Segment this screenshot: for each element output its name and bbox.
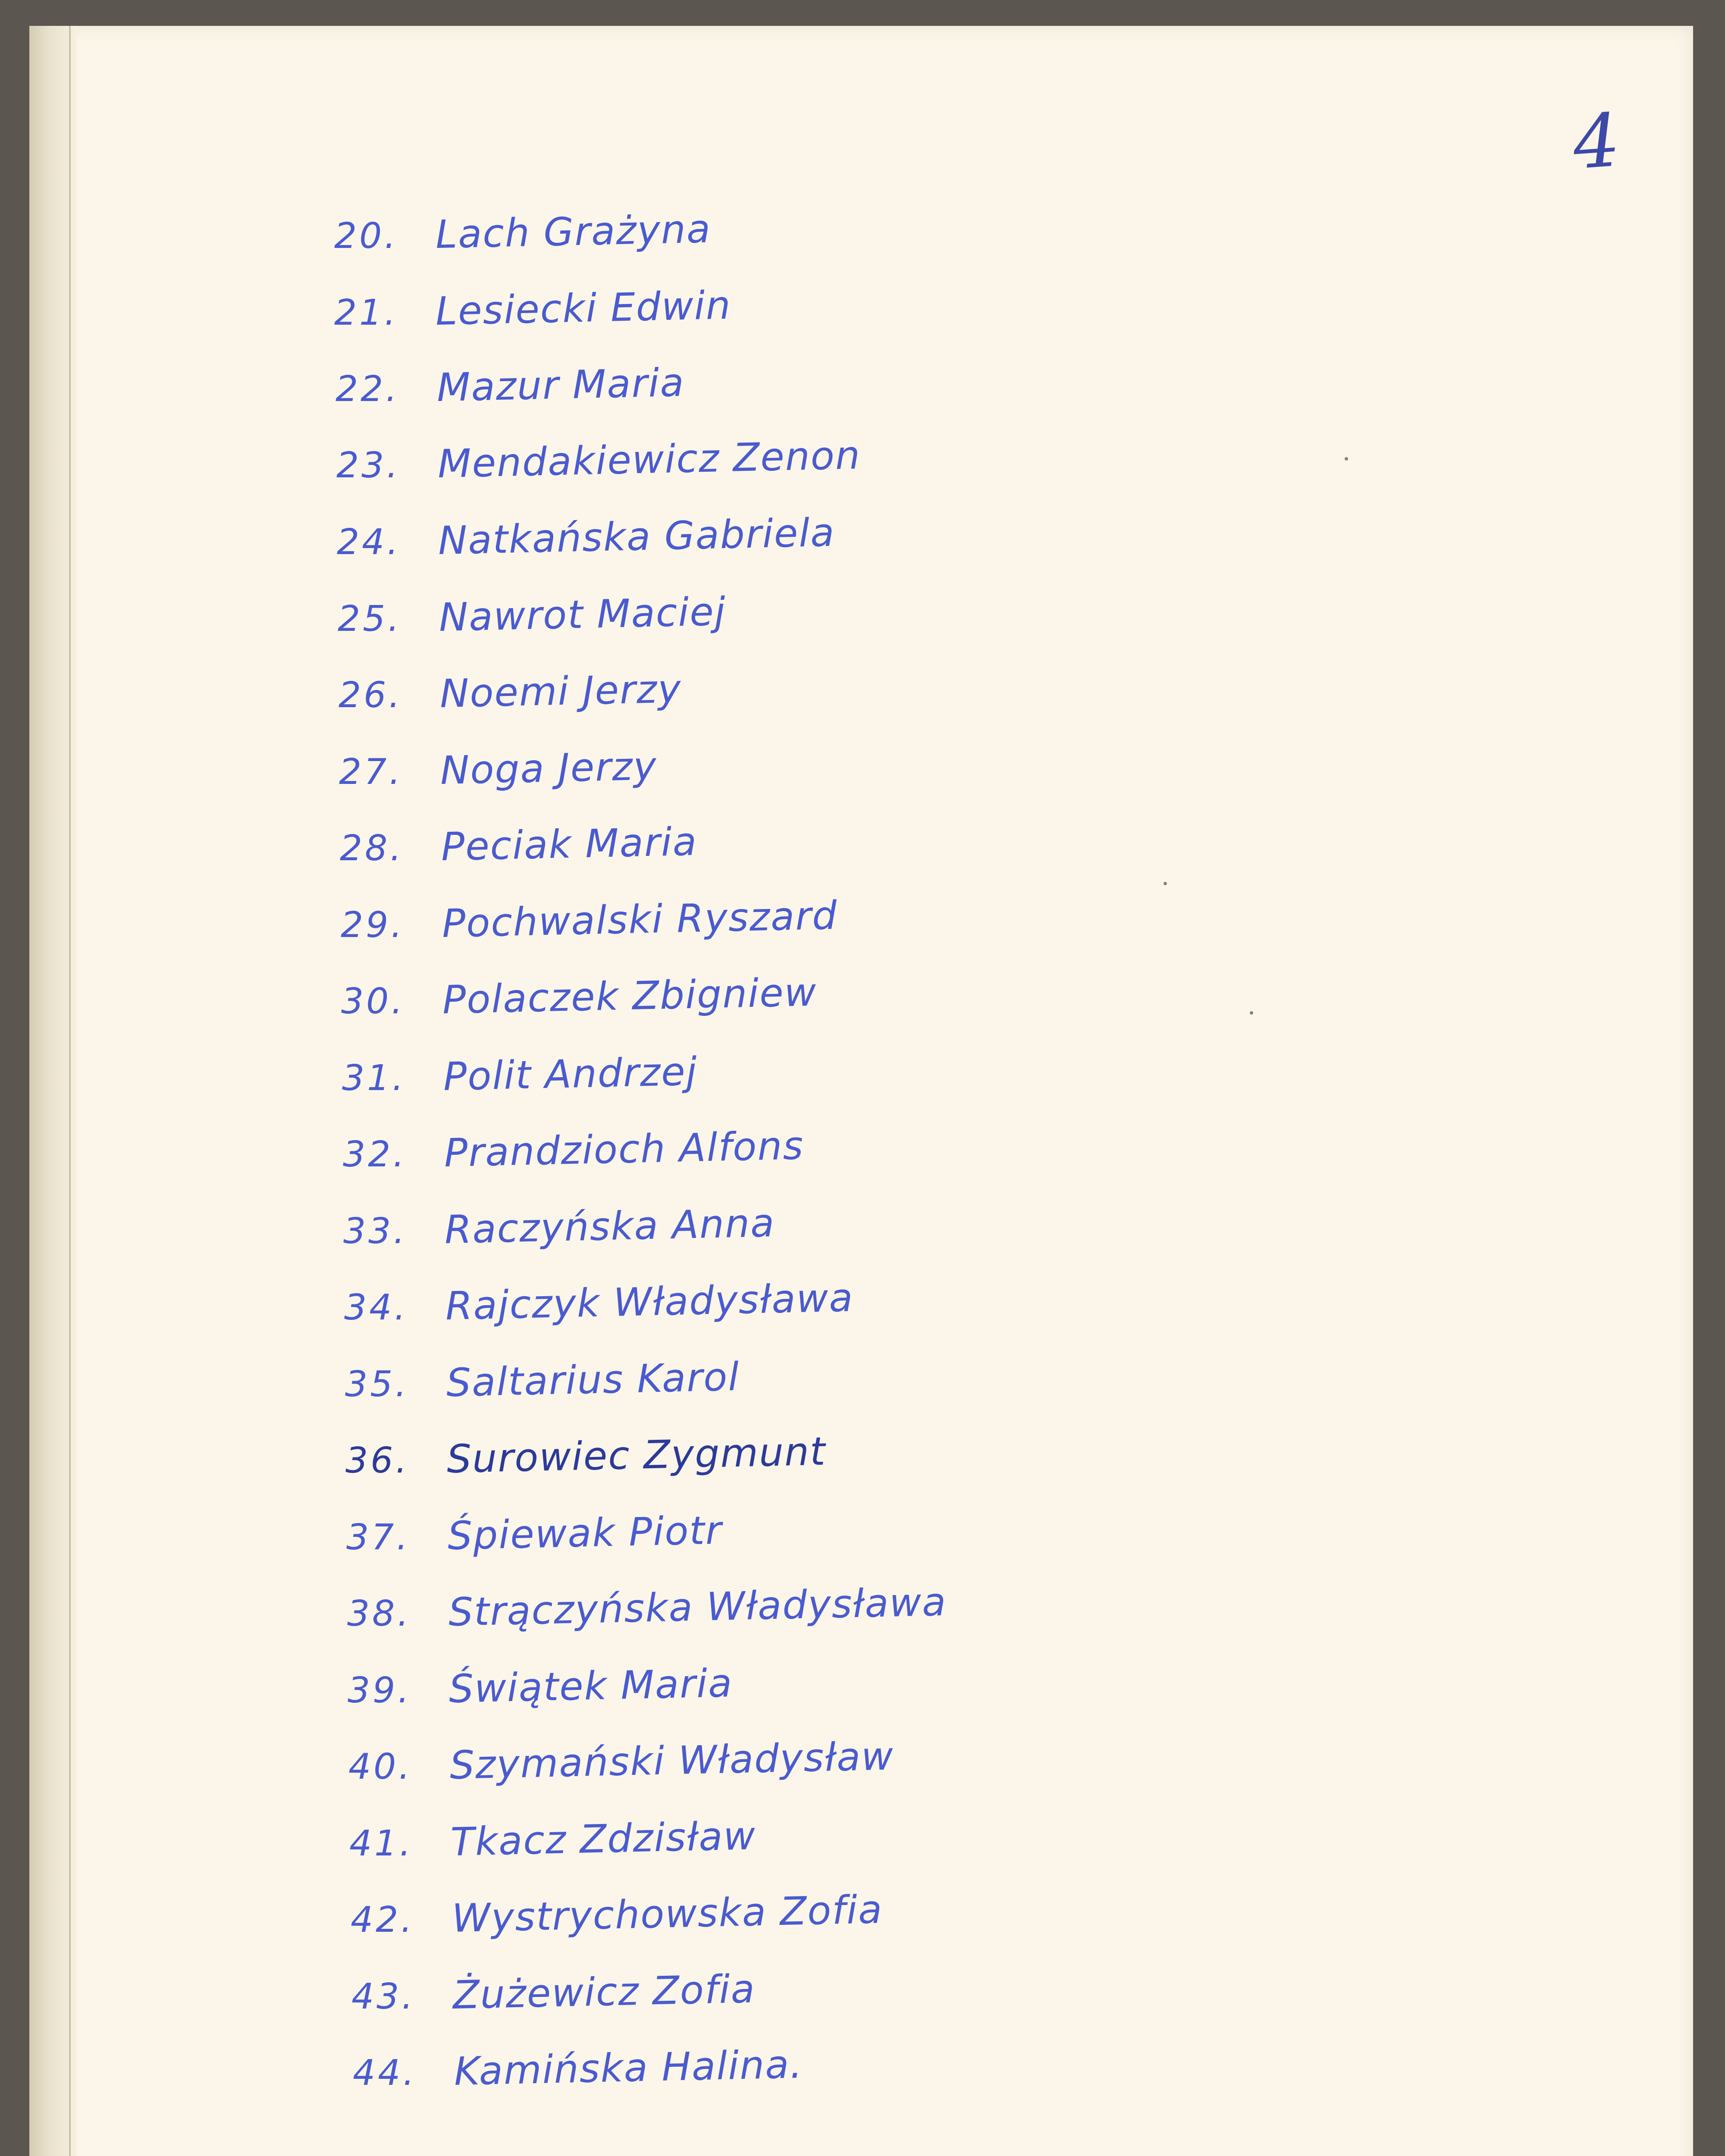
entry-name: Lesiecki Edwin (435, 282, 732, 334)
paper-speck (1164, 882, 1167, 885)
entry-number: 33. (343, 1211, 408, 1252)
entry-name: Świątek Maria (448, 1661, 734, 1712)
entry-number: 43. (351, 1976, 416, 2017)
entry-name: Strączyńska Władysława (448, 1579, 947, 1635)
paper-speck (1250, 1011, 1253, 1015)
entry-number: 32. (343, 1134, 407, 1175)
entry-name: Mazur Maria (436, 360, 685, 411)
entry-name: Noga Jerzy (439, 743, 658, 793)
entry-number: 39. (348, 1670, 412, 1711)
entry-number: 22. (336, 369, 400, 410)
entry-number: 37. (346, 1517, 411, 1558)
entry-name: Śpiewak Piotr (447, 1507, 723, 1559)
entry-name: Nawrot Maciej (438, 589, 727, 640)
entry-number: 41. (349, 1823, 414, 1864)
entry-name: Polit Andrzej (442, 1049, 698, 1100)
entry-name: Saltarius Karol (445, 1354, 740, 1406)
entry-number: 35. (345, 1364, 409, 1405)
entry-name: Tkacz Zdzisław (450, 1813, 757, 1865)
entry-name: Rajczyk Władysława (445, 1275, 854, 1329)
paper-sheet (29, 26, 1693, 2156)
name-list (29, 26, 1693, 2156)
entry-number: 23. (336, 445, 401, 486)
entry-name: Surowiec Zygmunt (446, 1429, 827, 1482)
entry-number: 38. (347, 1593, 411, 1634)
entry-name: Polaczek Zbigniew (442, 969, 818, 1023)
entry-name: Prandzioch Alfons (443, 1123, 805, 1176)
paper-speck (1345, 457, 1348, 461)
entry-number: 44. (353, 2053, 417, 2093)
page-number: 4 (1570, 97, 1623, 186)
entry-number: 40. (348, 1746, 413, 1787)
entry-number: 21. (334, 292, 398, 333)
entry-number: 27. (339, 752, 403, 793)
entry-name: Mendakiewicz Zenon (437, 432, 861, 487)
entry-number: 29. (341, 905, 405, 946)
entry-number: 26. (339, 675, 403, 716)
entry-name: Pochwalski Ryszard (441, 893, 838, 946)
entry-number: 34. (344, 1287, 408, 1328)
entry-name: Żużewicz Zofia (452, 1966, 756, 2018)
entry-name: Raczyńska Anna (444, 1200, 776, 1253)
entry-name: Szymański Władysław (449, 1733, 894, 1788)
entry-number: 42. (351, 1899, 415, 1940)
entry-name: Noemi Jerzy (439, 666, 682, 717)
entry-number: 20. (334, 216, 398, 257)
entry-number: 28. (340, 828, 404, 869)
entry-number: 31. (342, 1058, 406, 1099)
entry-number: 36. (345, 1440, 410, 1481)
entry-number: 25. (338, 599, 402, 639)
entry-number: 24. (337, 522, 401, 563)
entry-number: 30. (341, 981, 405, 1022)
entry-name: Kamińska Halina. (453, 2042, 804, 2094)
entry-name: Peciak Maria (440, 819, 698, 870)
entry-name: Natkańska Gabriela (437, 510, 836, 564)
entry-name: Wystrychowska Zofia (451, 1887, 884, 1941)
entry-name: Lach Grażyna (435, 206, 712, 257)
